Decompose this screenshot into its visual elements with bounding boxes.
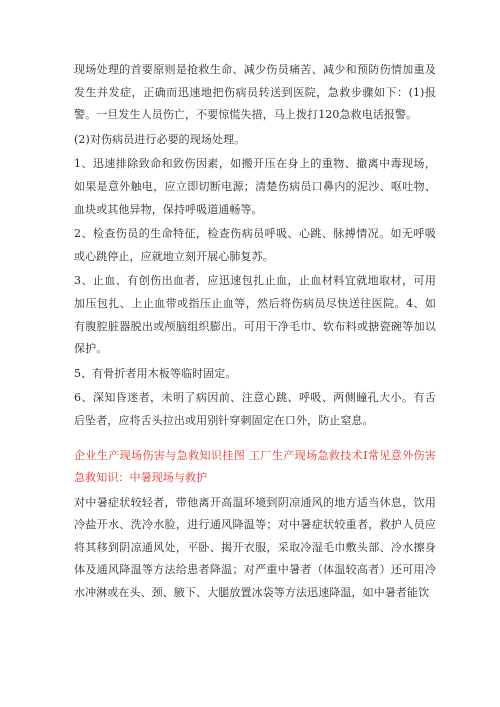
step-5-paragraph: 5、有骨折者用木板等临时固定。: [74, 366, 237, 380]
step-2-heading: (2)对伤病员进行必要的现场处理。: [74, 132, 246, 146]
document-page: [74, 59, 436, 605]
step-2-paragraph: 2、检查伤员的生命特征，检查伤病员呼吸、心跳、脉搏情况。如无呼吸或心跳停止，应就地立刻开展心肺复苏。: [74, 227, 436, 263]
intro-paragraph: 现场处理的首要原则是抢救生命、减少伤员痛苦、减少和预防伤情加重及发生并发症，正确而迅速地把伤病员转送到医院，急救步骤如下：(1)报警。一旦发生人员伤亡，不要惊慌失措，马上拨打120急救电话报警。: [74, 63, 436, 122]
step-3-4-paragraph: 3、止血、有创伤出血者，应迅速包扎止血，止血材料宜就地取材，可用加压包扎、上止血带或指压止血等，然后将伤病员尽快送往医院。4、如有腹腔脏器脱出或颅脑组织膨出。可用干净毛巾、软布料或搪瓷碗等加以保护。: [74, 274, 436, 356]
section-title: 企业生产现场伤害与急救知识挂图 工厂生产现场急救技术I常见意外伤害急救知识：中暑现场与救护: [74, 448, 436, 485]
step-1-paragraph: 1、迅速排除致命和致伤因素，如搬开压在身上的重物、撤离中毒现场，如果是意外触电，应立即切断电源；清楚伤病员口鼻内的泥沙、呕吐物、血块或其他异物，保持呼吸道通畅等。: [74, 157, 436, 216]
section-body: 对中暑症状较轻者，带他离开高温环境到阴凉通风的地方适当休息，饮用冷盐开水、洗冷水脸，进行通风降温等；对中暑症状较重者，救护人员应将其移到阴凉通风处，平卧、揭开衣服，采取冷湿毛巾敷头部、冷水擦身体及通风降温等方法给患者降温；对严重中暑者（体温较高者）还可用冷水冲淋或在头、颈、腋下、大腿放置冰袋等方法迅速降温，如中暑者能饮: [74, 495, 436, 600]
step-6-paragraph: 6、深知昏迷者，未明了病因前、注意心跳、呼吸、两侧瞳孔大小。有舌后坠者，应将舌头拉出或用别针穿刺固定在口外，防止窒息。: [74, 391, 436, 427]
